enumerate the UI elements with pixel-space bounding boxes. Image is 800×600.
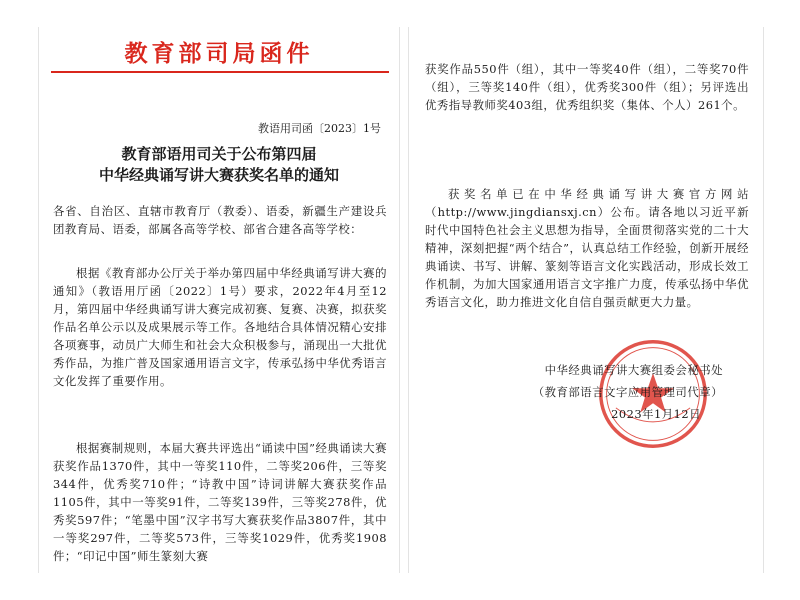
body-paragraph-2: 根据赛制规则，本届大赛共评选出“诵读中国”经典诵读大赛获奖作品1370件，其中一等奖110件，二等奖206件，三等奖344件，优秀奖710件；“诗教中国”诗词讲解大赛获奖作品1105件，其中一等奖91件，二等奖139件，三等奖278件，优秀奖597件；“笔墨中国”汉字书写大赛获奖作品3807件，其中一等奖297件，二等奖573件，三等奖1029件，优秀奖1908件；“印记中国”师生篆刻大赛: [53, 441, 387, 563]
body-paragraph-1: 根据《教育部办公厅关于举办第四届中华经典诵写讲大赛的通知》（教语用厅函〔2022〕1号）要求，2022年4月至12月，第四届中华经典诵写讲大赛完成初赛、复赛、决赛，拟获奖作品名单公示以及成果展示等工作。各地结合具体情况精心安排各项赛事，动员广大师生和社会大众积极参与，涌现出一大批优秀作品，为推广普及国家通用语言文字，传承弘扬中华优秀语言文化发挥了重要作用。: [53, 266, 387, 388]
addressee-paragraph: 各省、自治区、直辖市教育厅（教委）、语委，新疆生产建设兵团教育局、语委，部属各高等学校、部省合建各高等学校：: [53, 204, 387, 236]
document-page-left: [38, 27, 400, 573]
notice-title-line-1: 教育部语用司关于公布第四届: [121, 145, 317, 163]
document-number: 教语用司函〔2023〕1号: [258, 122, 381, 135]
signature-date: 2023年1月12日: [611, 407, 701, 421]
body-paragraph-4: 获奖名单已在中华经典诵写讲大赛官方网站（http://www.jingdiansxj.cn）公布。请各地以习近平新时代中国特色社会主义思想为指导，全面贯彻落实党的二十大精神，深刻把握“两个结合”，认真总结工作经验，创新开展经典诵读、书写、讲解、篆刻等语言文化实践活动，形成长效工作机制，为加大国家通用语言文字推广力度，传承弘扬中华优秀语言文化，助力推进文化自信自强贡献更大力量。: [425, 187, 749, 309]
document-page-right: [408, 27, 764, 573]
signature-organization: 中华经典诵写讲大赛组委会秘书处: [544, 363, 723, 377]
letterhead-title: 教育部司局函件: [124, 40, 314, 67]
letterhead-red-rule: [51, 71, 389, 73]
signature-seal-note: （教育部语言文字应用管理司代章）: [532, 385, 723, 399]
body-paragraph-3: 获奖作品550件（组），其中一等奖40件（组），二等奖70件（组），三等奖140件（组），优秀奖300件（组）；另评选出优秀指导教师奖403组，优秀组织奖（集体、个人）261个。: [425, 62, 749, 112]
notice-title-line-2: 中华经典诵写讲大赛获奖名单的通知: [98, 166, 339, 184]
